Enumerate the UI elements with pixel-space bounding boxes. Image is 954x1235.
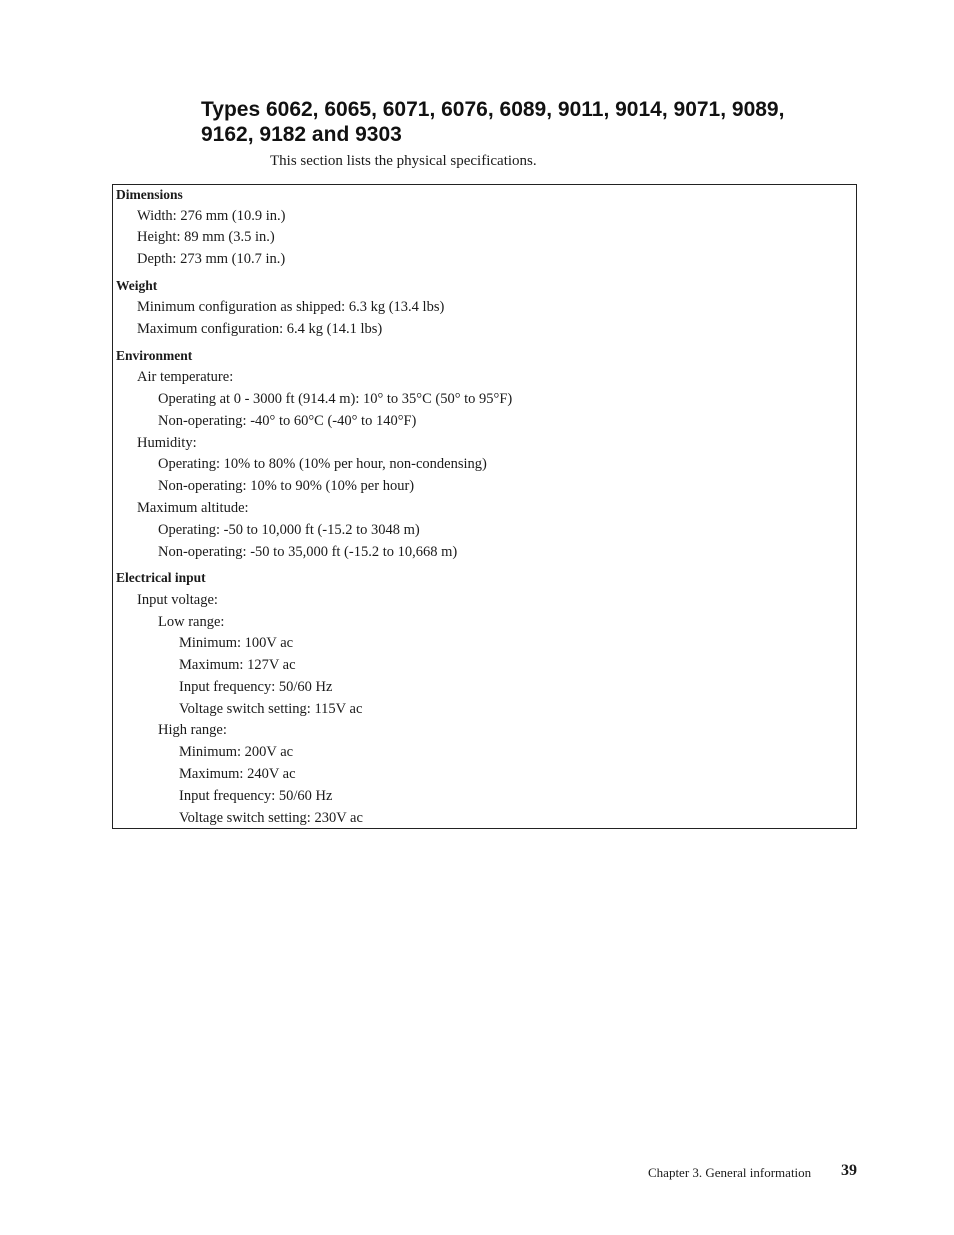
specifications-table [112,184,857,829]
dimensions-heading: Dimensions [116,187,183,202]
low-range-switch-setting: Voltage switch setting: 115V ac [179,701,363,717]
humidity-operating: Operating: 10% to 80% (10% per hour, non-condensing) [158,456,487,472]
altitude-operating: Operating: -50 to 10,000 ft (-15.2 to 3048 m) [158,522,420,538]
weight-min: Minimum configuration as shipped: 6.3 kg (13.4 lbs) [137,299,445,315]
electrical-input-heading: Electrical input [116,570,206,585]
air-temperature-label: Air temperature: [137,369,234,385]
page-title-line-2: 9162, 9182 and 9303 [201,123,402,146]
high-range-minimum: Minimum: 200V ac [179,744,294,760]
page-title-line-1: Types 6062, 6065, 6071, 6076, 6089, 9011, 9014, 9071, 9089, [201,98,785,121]
low-range-frequency: Input frequency: 50/60 Hz [179,679,333,695]
high-range-label: High range: [158,722,227,738]
low-range-maximum: Maximum: 127V ac [179,657,296,673]
dimensions-height: Height: 89 mm (3.5 in.) [137,229,275,245]
altitude-non-operating: Non-operating: -50 to 35,000 ft (-15.2 to 10,668 m) [158,544,458,560]
page-title [201,97,881,147]
intro-text: This section lists the physical specifications. [270,153,537,169]
humidity-non-operating: Non-operating: 10% to 90% (10% per hour) [158,478,415,494]
page-number: 39 [841,1162,857,1179]
weight-heading: Weight [116,278,158,293]
low-range-label: Low range: [158,614,225,630]
environment-heading: Environment [116,348,193,363]
input-voltage-label: Input voltage: [137,592,218,608]
air-temperature-operating: Operating at 0 - 3000 ft (914.4 m): 10° to 35°C (50° to 95°F) [158,391,513,407]
air-temperature-non-operating: Non-operating: -40° to 60°C (-40° to 140°F) [158,413,417,429]
high-range-switch-setting: Voltage switch setting: 230V ac [179,810,363,826]
dimensions-depth: Depth: 273 mm (10.7 in.) [137,251,286,267]
weight-max: Maximum configuration: 6.4 kg (14.1 lbs) [137,321,383,337]
footer-chapter: Chapter 3. General information [648,1165,812,1180]
humidity-label: Humidity: [137,435,197,451]
dimensions-width: Width: 276 mm (10.9 in.) [137,208,286,224]
high-range-frequency: Input frequency: 50/60 Hz [179,788,333,804]
max-altitude-label: Maximum altitude: [137,500,249,516]
low-range-minimum: Minimum: 100V ac [179,635,294,651]
high-range-maximum: Maximum: 240V ac [179,766,296,782]
